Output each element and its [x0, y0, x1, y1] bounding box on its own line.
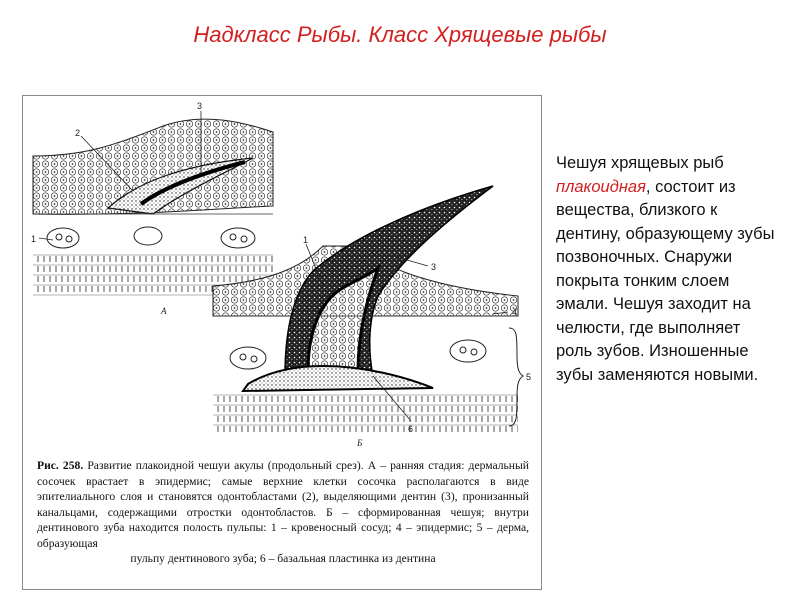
description-text	[556, 152, 781, 387]
caption-text-end: пульпу дентинового зуба; 6 – базальная пластинка из дентина	[130, 552, 436, 565]
caption-text: Развитие плакоидной чешуи акулы (продольный срез). А – ранняя стадия: дермальный сосочек врастает в эпидермис; самые верхние клетки сосочка располагаются в виде эпителиального слоя и становятся одонтобластами (2), выделяющими дентин (3), пронизанный канальцами, содержащими отростки одонтобластов. Б – сформированная чешуя; внутри дентинового зуба находится полость пульпы: 1 – кровеносный сосуд; 4 – эпидермис; 5 – дерма, образующая	[37, 459, 529, 550]
label-panel-a: А	[161, 306, 167, 316]
label-1-a: 1	[31, 234, 37, 244]
label-1-b: 1	[303, 235, 309, 245]
histology-drawing	[23, 96, 543, 456]
description-highlight: плакоидная	[556, 177, 646, 196]
label-5: 5	[526, 372, 532, 382]
description-part-1: Чешуя хрящевых рыб	[556, 154, 724, 172]
label-2: 2	[75, 128, 81, 138]
label-3-b: 3	[431, 262, 437, 272]
label-4: 4	[512, 307, 518, 317]
panel-a-drawing	[33, 119, 273, 296]
description-part-2: , состоит из вещества, близкого к дентину, образующему зубы позвоночных. Снаружи покрыта тонким слоем эмали. Чешуя заходит на челюсти, где выполняет роль зубов. Изношенные зубы заменяются новыми.	[556, 177, 775, 384]
label-panel-b: Б	[357, 438, 363, 448]
slide-title: Надкласс Рыбы. Класс Хрящевые рыбы	[193, 22, 607, 47]
panel-b-drawing	[213, 186, 523, 434]
figure-caption	[37, 458, 529, 567]
scale-development-figure	[22, 95, 542, 590]
label-3-a: 3	[197, 101, 203, 111]
label-6: 6	[408, 424, 414, 434]
caption-lead: Рис. 258.	[37, 459, 84, 472]
